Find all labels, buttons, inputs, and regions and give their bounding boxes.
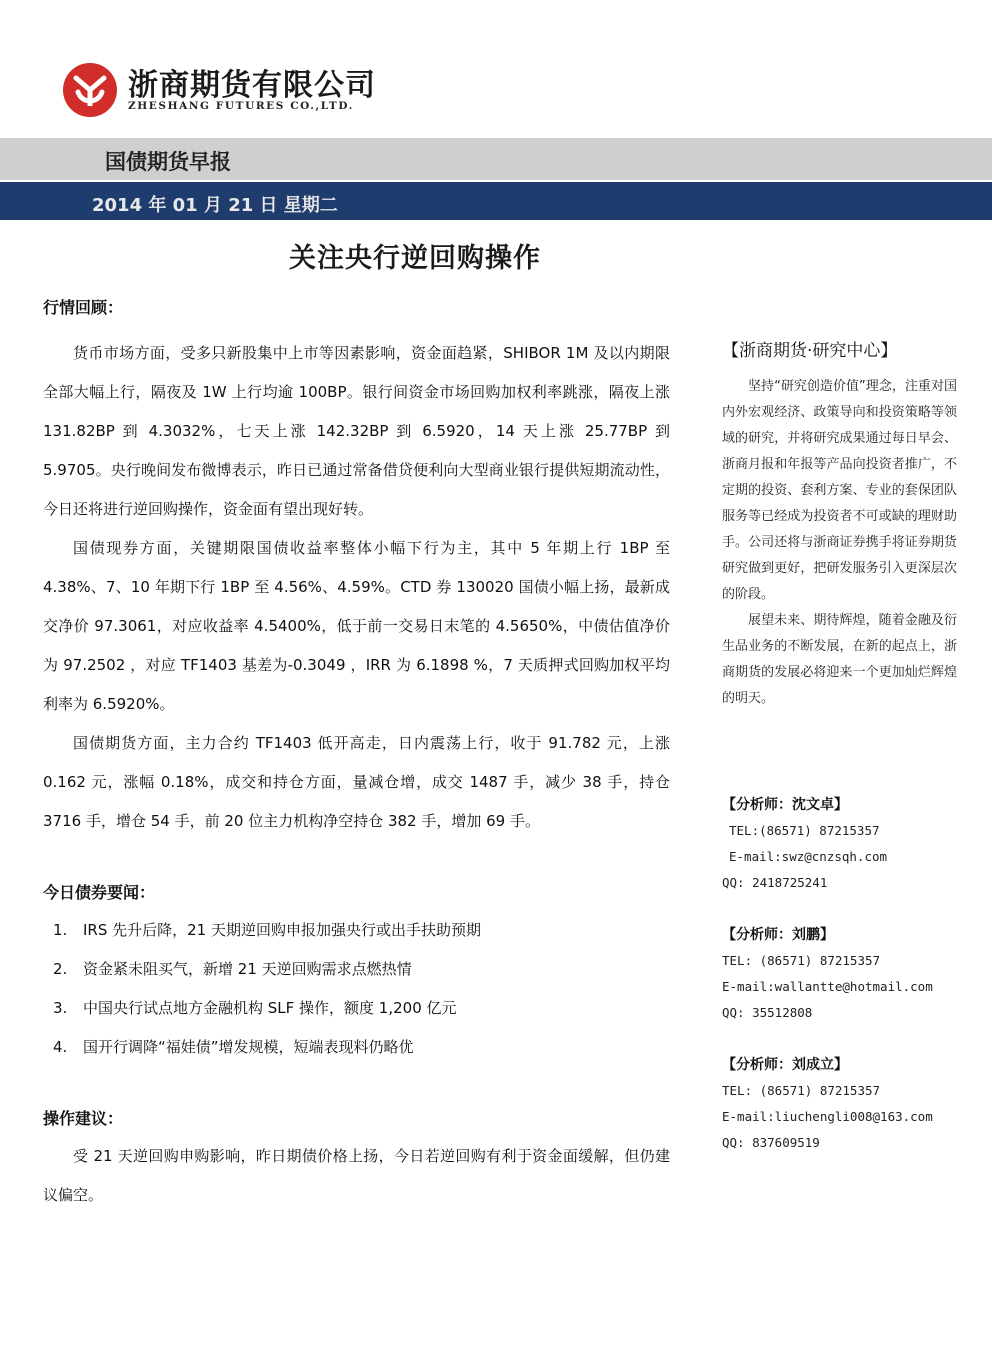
page-header: [0, 0, 992, 138]
analyst-name: 【分析师：刘成立】: [722, 1057, 848, 1073]
news-item-text: 资金紧未阻买气，新增 21 天逆回购需求点燃热情: [83, 960, 412, 978]
market-review-paragraph-futures: 国债期货方面，主力合约 TF1403 低开高走，日内震荡上行，收于 91.782 元，上涨 0.162 元，涨幅 0.18%，成交和持仓方面，量减仓增，成交 1487 手，减少 38 手，持仓 3716 手，增仓 54 手，前 20 位主力机构净空持仓 382 手，增加 69 手。: [43, 734, 670, 830]
sidebar-paragraph: 展望未来、期待辉煌，随着金融及衍生品业务的不断发展，在新的起点上，浙商期货的发展必将迎来一个更加灿烂辉煌的明天。: [722, 613, 957, 706]
news-item-text: IRS 先升后降，21 天期逆回购申报加强央行或出手扶助预期: [83, 921, 481, 939]
analyst-qq: QQ: 35512808: [722, 1005, 813, 1020]
market-review-heading: 行情回顾：: [43, 298, 124, 317]
report-title: 关注央行逆回购操作: [289, 243, 541, 274]
report-date-band: [0, 182, 992, 220]
main-content: [43, 290, 670, 1215]
analyst-tel: TEL:(86571) 87215357: [729, 823, 880, 838]
analyst-email: E-mail:wallantte@hotmail.com: [722, 979, 933, 994]
market-review-paragraph-bonds: 国债现券方面，关键期限国债收益率整体小幅下行为主，其中 5 年期上行 1BP 至 4.38%、7、10 年期下行 1BP 至 4.56%、4.59%。CTD 券 130020 国债小幅上扬，最新成交净价 97.3061，对应收益率 4.5400%，低于前一交易日末笔的 4.5650%，中债估值净价为 97.2502 ，对应 TF1403 基差为-0.3049 ，IRR 为 6.1898 %，7 天质押式回购加权平均利率为 6.5920%。: [43, 539, 670, 713]
company-logo-icon: [62, 62, 118, 118]
news-item-number: 2.: [53, 960, 68, 978]
company-name-en: ZHESHANG FUTURES CO.,LTD.: [128, 100, 354, 112]
research-center-sidebar: [722, 336, 957, 712]
analyst-qq: QQ: 837609519: [722, 1135, 820, 1150]
news-item-text: 中国央行试点地方金融机构 SLF 操作，额度 1,200 亿元: [83, 999, 457, 1017]
news-item-text: 国开行调降“福娃债”增发规模，短端表现料仍略优: [83, 1038, 414, 1056]
analyst-tel: TEL: (86571) 87215357: [722, 1083, 881, 1098]
news-heading: 今日债券要闻：: [43, 883, 156, 902]
news-item: [43, 989, 670, 1028]
logo-mark-stem: [88, 88, 93, 106]
news-item-number: 1.: [53, 921, 68, 939]
news-item: [43, 1028, 670, 1067]
sidebar-paragraph: 坚持“研究创造价值”理念，注重对国内外宏观经济、政策导向和投资策略等领域的研究，并将研究成果通过每日早会、浙商月报和年报等产品向投资者推广，不定期的投资、套利方案、专业的套保团队服务等已经成为投资者不可或缺的理财助手。公司还将与浙商证券携手将证券期货研究做到更好，把研发服务引入更深层次的阶段。: [722, 379, 957, 602]
analyst-email: E-mail:swz@cnzsqh.com: [729, 849, 888, 864]
news-item: [43, 911, 670, 950]
analyst-name: 【分析师：沈文卓】: [722, 797, 848, 813]
news-item-number: 4.: [53, 1038, 68, 1056]
spacer: [43, 1067, 670, 1101]
report-date: 2014 年 01 月 21 日 星期二: [92, 195, 338, 216]
analyst-tel: TEL: (86571) 87215357: [722, 953, 881, 968]
report-name: 国债期货早报: [105, 150, 231, 174]
analyst-card: [722, 922, 957, 1026]
analyst-card: [722, 792, 957, 896]
advice-heading: 操作建议：: [43, 1109, 124, 1128]
news-item-number: 3.: [53, 999, 68, 1017]
spacer: [43, 841, 670, 875]
news-item: [43, 950, 670, 989]
news-list: [43, 911, 670, 1067]
market-review-paragraph-money: 货币市场方面，受多只新股集中上市等因素影响，资金面趋紧，SHIBOR 1M 及以内期限全部大幅上行，隔夜及 1W 上行均逾 100BP。银行间资金市场回购加权利率跳涨，隔夜上涨 131.82BP 到 4.3032%，七天上涨 142.32BP 到 6.5920，14 天上涨 25.77BP 到 5.9705。央行晚间发布微博表示，昨日已通过常备借贷便利向大型商业银行提供短期流动性，今日还将进行逆回购操作，资金面有望出现好转。: [43, 344, 670, 518]
company-name-cn: 浙商期货有限公司: [128, 68, 376, 103]
advice-paragraph: 受 21 天逆回购申购影响，昨日期债价格上扬，今日若逆回购有利于资金面缓解，但仍建议偏空。: [43, 1147, 670, 1204]
sidebar-title: 【浙商期货·研究中心】: [722, 341, 898, 361]
analyst-card: [722, 1052, 957, 1156]
spacer: [43, 326, 670, 334]
analyst-email: E-mail:liuchengli008@163.com: [722, 1109, 933, 1124]
report-name-band: [0, 138, 992, 180]
analyst-name: 【分析师：刘鹏】: [722, 927, 834, 943]
analyst-qq: QQ: 2418725241: [722, 875, 828, 890]
